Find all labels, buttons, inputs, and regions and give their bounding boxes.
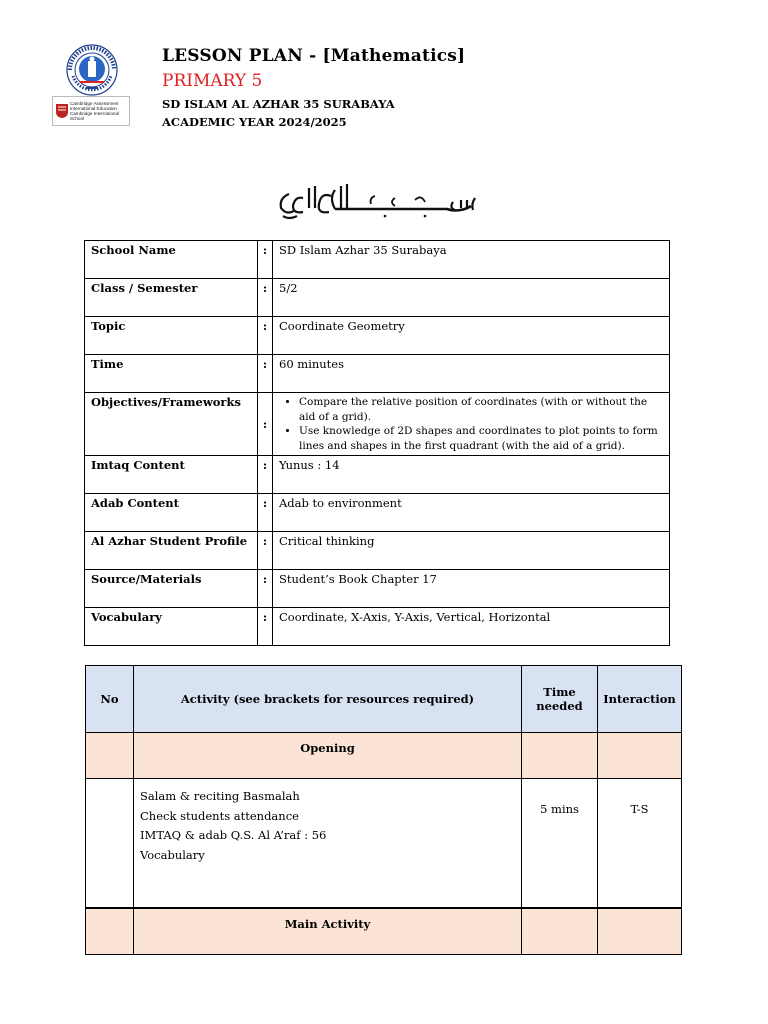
grade-label: PRIMARY 5 <box>162 71 263 91</box>
opening-no-cell <box>86 779 134 909</box>
info-row-topic <box>85 317 670 355</box>
al-azhar-seal-logo <box>66 44 118 96</box>
opening-interaction: T-S <box>598 779 682 909</box>
opening-activities <box>134 779 522 909</box>
objective-item: • Compare the relative position of coordinates (with or without the aid of a grid). <box>299 395 663 424</box>
info-value: 5/2 <box>273 279 670 317</box>
info-label: Topic <box>85 317 258 355</box>
info-value: Student’s Book Chapter 17 <box>273 570 670 608</box>
info-label: Imtaq Content <box>85 456 258 494</box>
main-activity-section-row <box>86 908 682 954</box>
section-interaction-cell <box>598 908 682 954</box>
info-value: 60 minutes <box>273 355 670 393</box>
header-interaction: Interaction <box>598 666 682 733</box>
info-colon: : <box>258 317 273 355</box>
opening-line: Vocabulary <box>140 847 205 862</box>
opening-content-row <box>86 779 682 909</box>
section-no-cell <box>86 908 134 954</box>
info-row-class-semester <box>85 279 670 317</box>
info-label: Time <box>85 355 258 393</box>
info-label: School Name <box>85 241 258 279</box>
section-interaction-cell <box>598 733 682 779</box>
header-activity: Activity (see brackets for resources required) <box>134 666 522 733</box>
info-colon: : <box>258 456 273 494</box>
activity-table <box>85 665 682 955</box>
info-row-objectives <box>85 393 670 456</box>
main-activity-label: Main Activity <box>134 908 522 954</box>
info-value: Coordinate, X-Axis, Y-Axis, Vertical, Horizontal <box>273 608 670 646</box>
info-value <box>273 393 670 456</box>
info-colon: : <box>258 393 273 456</box>
academic-year-header: ACADEMIC YEAR 2024/2025 <box>162 115 347 129</box>
info-value: Critical thinking <box>273 532 670 570</box>
header-time <box>522 666 598 733</box>
section-time-cell <box>522 908 598 954</box>
opening-line: IMTAQ & adab Q.S. Al A’raf : 56 <box>140 828 327 842</box>
cambridge-logo <box>52 96 130 126</box>
info-row-school-name <box>85 241 670 279</box>
school-name-header: SD ISLAM AL AZHAR 35 SURABAYA <box>162 97 395 111</box>
info-row-imtaq <box>85 456 670 494</box>
opening-label: Opening <box>134 733 522 779</box>
info-row-time <box>85 355 670 393</box>
page-title: LESSON PLAN - [Mathematics] <box>162 46 466 66</box>
info-label: Objectives/Frameworks <box>85 393 258 456</box>
cambridge-line1: Cambridge Assessment <box>70 100 119 106</box>
opening-section-row <box>86 733 682 779</box>
section-no-cell <box>86 733 134 779</box>
info-value: Coordinate Geometry <box>273 317 670 355</box>
opening-line: Salam & reciting Basmalah <box>140 789 300 803</box>
info-row-adab <box>85 494 670 532</box>
opening-line: Check students attendance <box>140 808 299 823</box>
info-colon: : <box>258 608 273 646</box>
objectives-list <box>279 395 663 453</box>
cambridge-line3: Cambridge International School <box>70 111 120 122</box>
info-colon: : <box>258 279 273 317</box>
info-colon: : <box>258 494 273 532</box>
opening-time: 5 mins <box>522 779 598 909</box>
cambridge-line2: International Education <box>70 105 117 111</box>
info-colon: : <box>258 532 273 570</box>
info-value: Adab to environment <box>273 494 670 532</box>
info-row-vocabulary <box>85 608 670 646</box>
info-label: Adab Content <box>85 494 258 532</box>
header-time-line2: needed <box>536 699 583 713</box>
info-row-source <box>85 570 670 608</box>
info-colon: : <box>258 241 273 279</box>
objective-item: • Use knowledge of 2D shapes and coordinates to plot points to form lines and shapes in the first quadrant (with the aid of a grid). <box>299 424 663 453</box>
info-label: Vocabulary <box>85 608 258 646</box>
activity-header-row <box>86 666 682 733</box>
cambridge-crest-icon <box>56 104 68 118</box>
info-value: Yunus : 14 <box>273 456 670 494</box>
info-label: Class / Semester <box>85 279 258 317</box>
basmalah-calligraphy <box>275 176 485 224</box>
info-row-student-profile <box>85 532 670 570</box>
info-colon: : <box>258 355 273 393</box>
header-time-line1: Time <box>543 685 576 699</box>
info-label: Source/Materials <box>85 570 258 608</box>
lesson-info-table <box>84 240 670 646</box>
info-colon: : <box>258 570 273 608</box>
header-no: No <box>86 666 134 733</box>
info-label: Al Azhar Student Profile <box>85 532 258 570</box>
section-time-cell <box>522 733 598 779</box>
info-value: SD Islam Azhar 35 Surabaya <box>273 241 670 279</box>
